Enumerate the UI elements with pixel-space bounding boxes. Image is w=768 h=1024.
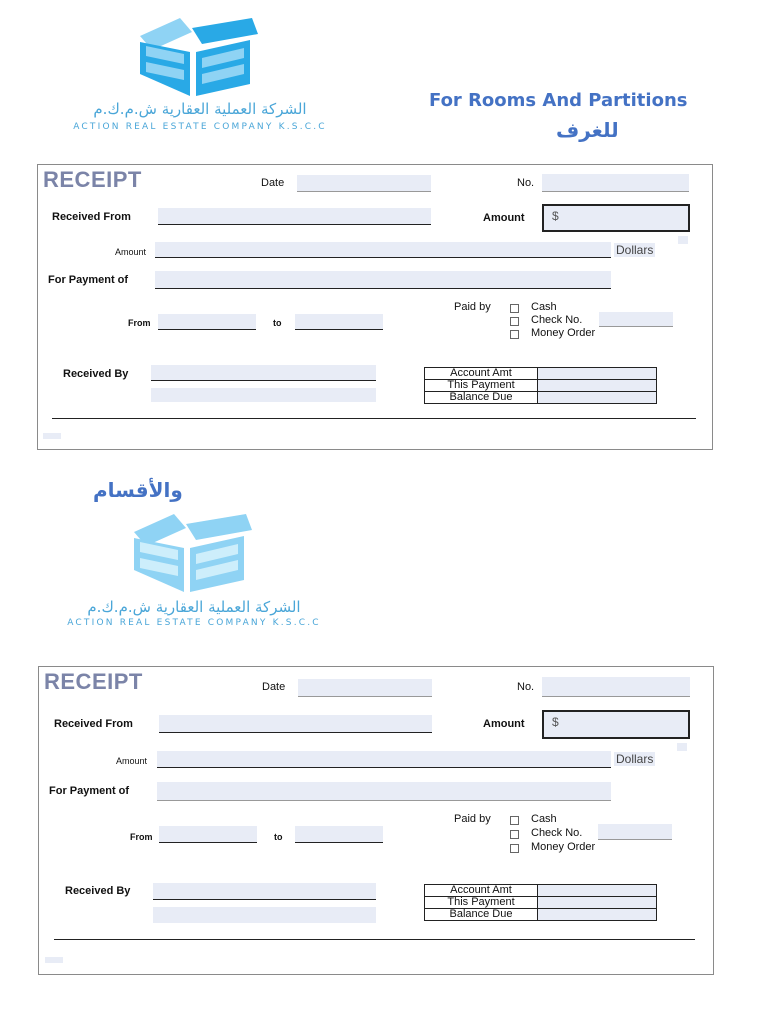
check-no-label: Check No. <box>531 827 583 839</box>
currency-symbol: $ <box>552 209 559 223</box>
received-by-label: Received By <box>63 368 129 380</box>
for-payment-label: For Payment of <box>48 274 129 286</box>
date-label: Date <box>261 177 285 189</box>
receipt-title: RECEIPT <box>44 669 143 694</box>
from-date-field[interactable] <box>158 314 256 330</box>
table-row <box>425 909 657 921</box>
currency-symbol: $ <box>552 715 559 729</box>
date-label: Date <box>262 681 286 693</box>
received-by-extra-field[interactable] <box>151 388 376 402</box>
amount-in-words-field[interactable] <box>157 751 611 768</box>
balance-due-label: Balance Due <box>425 909 538 921</box>
box-logo-icon <box>132 14 262 99</box>
account-amt-label: Account Amt <box>425 885 538 897</box>
receipt-form-1 <box>37 164 713 450</box>
received-by-extra-field[interactable] <box>153 907 376 923</box>
dollars-label: Dollars <box>616 752 654 766</box>
account-amt-field[interactable] <box>538 368 657 380</box>
from-label: From <box>128 318 151 328</box>
heading-arabic-partitions: والأقسام <box>93 478 183 502</box>
check-checkbox[interactable] <box>510 317 519 326</box>
received-from-field[interactable] <box>159 715 432 733</box>
to-date-field[interactable] <box>295 826 383 843</box>
heading-english: For Rooms And Partitions <box>429 90 688 111</box>
this-payment-field[interactable] <box>538 897 657 909</box>
amount-label: Amount <box>483 212 525 224</box>
cash-label: Cash <box>531 301 557 313</box>
money-order-label: Money Order <box>531 327 596 339</box>
balance-due-field[interactable] <box>538 392 657 404</box>
company-name-arabic: الشركة العملية العقارية ش.م.ك.م <box>87 598 301 616</box>
heading-arabic-rooms: للغرف <box>556 118 619 142</box>
check-no-label: Check No. <box>531 314 583 326</box>
date-field[interactable] <box>298 679 432 697</box>
receipt-form-2 <box>38 666 714 975</box>
received-from-label: Received From <box>52 211 131 223</box>
check-number-field[interactable] <box>599 312 673 327</box>
to-label: to <box>274 832 283 842</box>
this-payment-label: This Payment <box>425 380 538 392</box>
amount-in-words-field[interactable] <box>155 242 611 258</box>
for-payment-field[interactable] <box>157 782 611 801</box>
company-logo-bottom <box>34 510 354 630</box>
table-row <box>425 368 657 380</box>
received-from-label: Received From <box>54 718 133 730</box>
table-row <box>425 380 657 392</box>
box-logo-icon <box>126 510 256 595</box>
balance-table <box>424 884 657 921</box>
cash-checkbox[interactable] <box>510 816 519 825</box>
balance-table <box>424 367 657 404</box>
from-date-field[interactable] <box>159 826 257 843</box>
company-name-english: ACTION REAL ESTATE COMPANY K.S.C.C <box>73 122 327 132</box>
amount-field[interactable] <box>542 204 690 232</box>
received-by-field[interactable] <box>153 883 376 900</box>
divider-line <box>54 939 695 940</box>
to-date-field[interactable] <box>295 314 383 330</box>
from-label: From <box>130 832 153 842</box>
received-from-field[interactable] <box>158 208 431 225</box>
paid-by-label: Paid by <box>454 813 491 825</box>
company-name-english: ACTION REAL ESTATE COMPANY K.S.C.C <box>67 618 321 628</box>
receipt-number-field[interactable] <box>542 174 689 192</box>
table-row <box>425 897 657 909</box>
this-payment-label: This Payment <box>425 897 538 909</box>
dollars-label: Dollars <box>616 243 654 257</box>
company-name-arabic: الشركة العملية العقارية ش.م.ك.م <box>93 100 307 118</box>
table-row <box>425 885 657 897</box>
amount-words-label: Amount <box>115 247 147 257</box>
check-number-field[interactable] <box>598 824 672 840</box>
divider-line <box>52 418 696 419</box>
money-order-checkbox[interactable] <box>510 844 519 853</box>
amount-field[interactable] <box>542 710 690 739</box>
company-logo-top <box>40 14 360 134</box>
account-amt-label: Account Amt <box>425 368 538 380</box>
table-row <box>425 392 657 404</box>
paid-by-label: Paid by <box>454 301 491 313</box>
check-checkbox[interactable] <box>510 830 519 839</box>
cash-label: Cash <box>531 813 557 825</box>
amount-words-label: Amount <box>116 756 148 766</box>
account-amt-field[interactable] <box>538 885 657 897</box>
balance-due-label: Balance Due <box>425 392 538 404</box>
received-by-label: Received By <box>65 885 131 897</box>
money-order-label: Money Order <box>531 841 596 853</box>
receipt-number-field[interactable] <box>542 677 690 697</box>
cash-checkbox[interactable] <box>510 304 519 313</box>
receipt-title: RECEIPT <box>43 167 142 192</box>
received-by-field[interactable] <box>151 365 376 381</box>
date-field[interactable] <box>297 175 431 192</box>
amount-label: Amount <box>483 718 525 730</box>
balance-due-field[interactable] <box>538 909 657 921</box>
no-label: No. <box>517 177 535 189</box>
this-payment-field[interactable] <box>538 380 657 392</box>
for-payment-field[interactable] <box>155 271 611 289</box>
money-order-checkbox[interactable] <box>510 330 519 339</box>
no-label: No. <box>517 681 535 693</box>
for-payment-label: For Payment of <box>49 785 130 797</box>
to-label: to <box>273 318 282 328</box>
